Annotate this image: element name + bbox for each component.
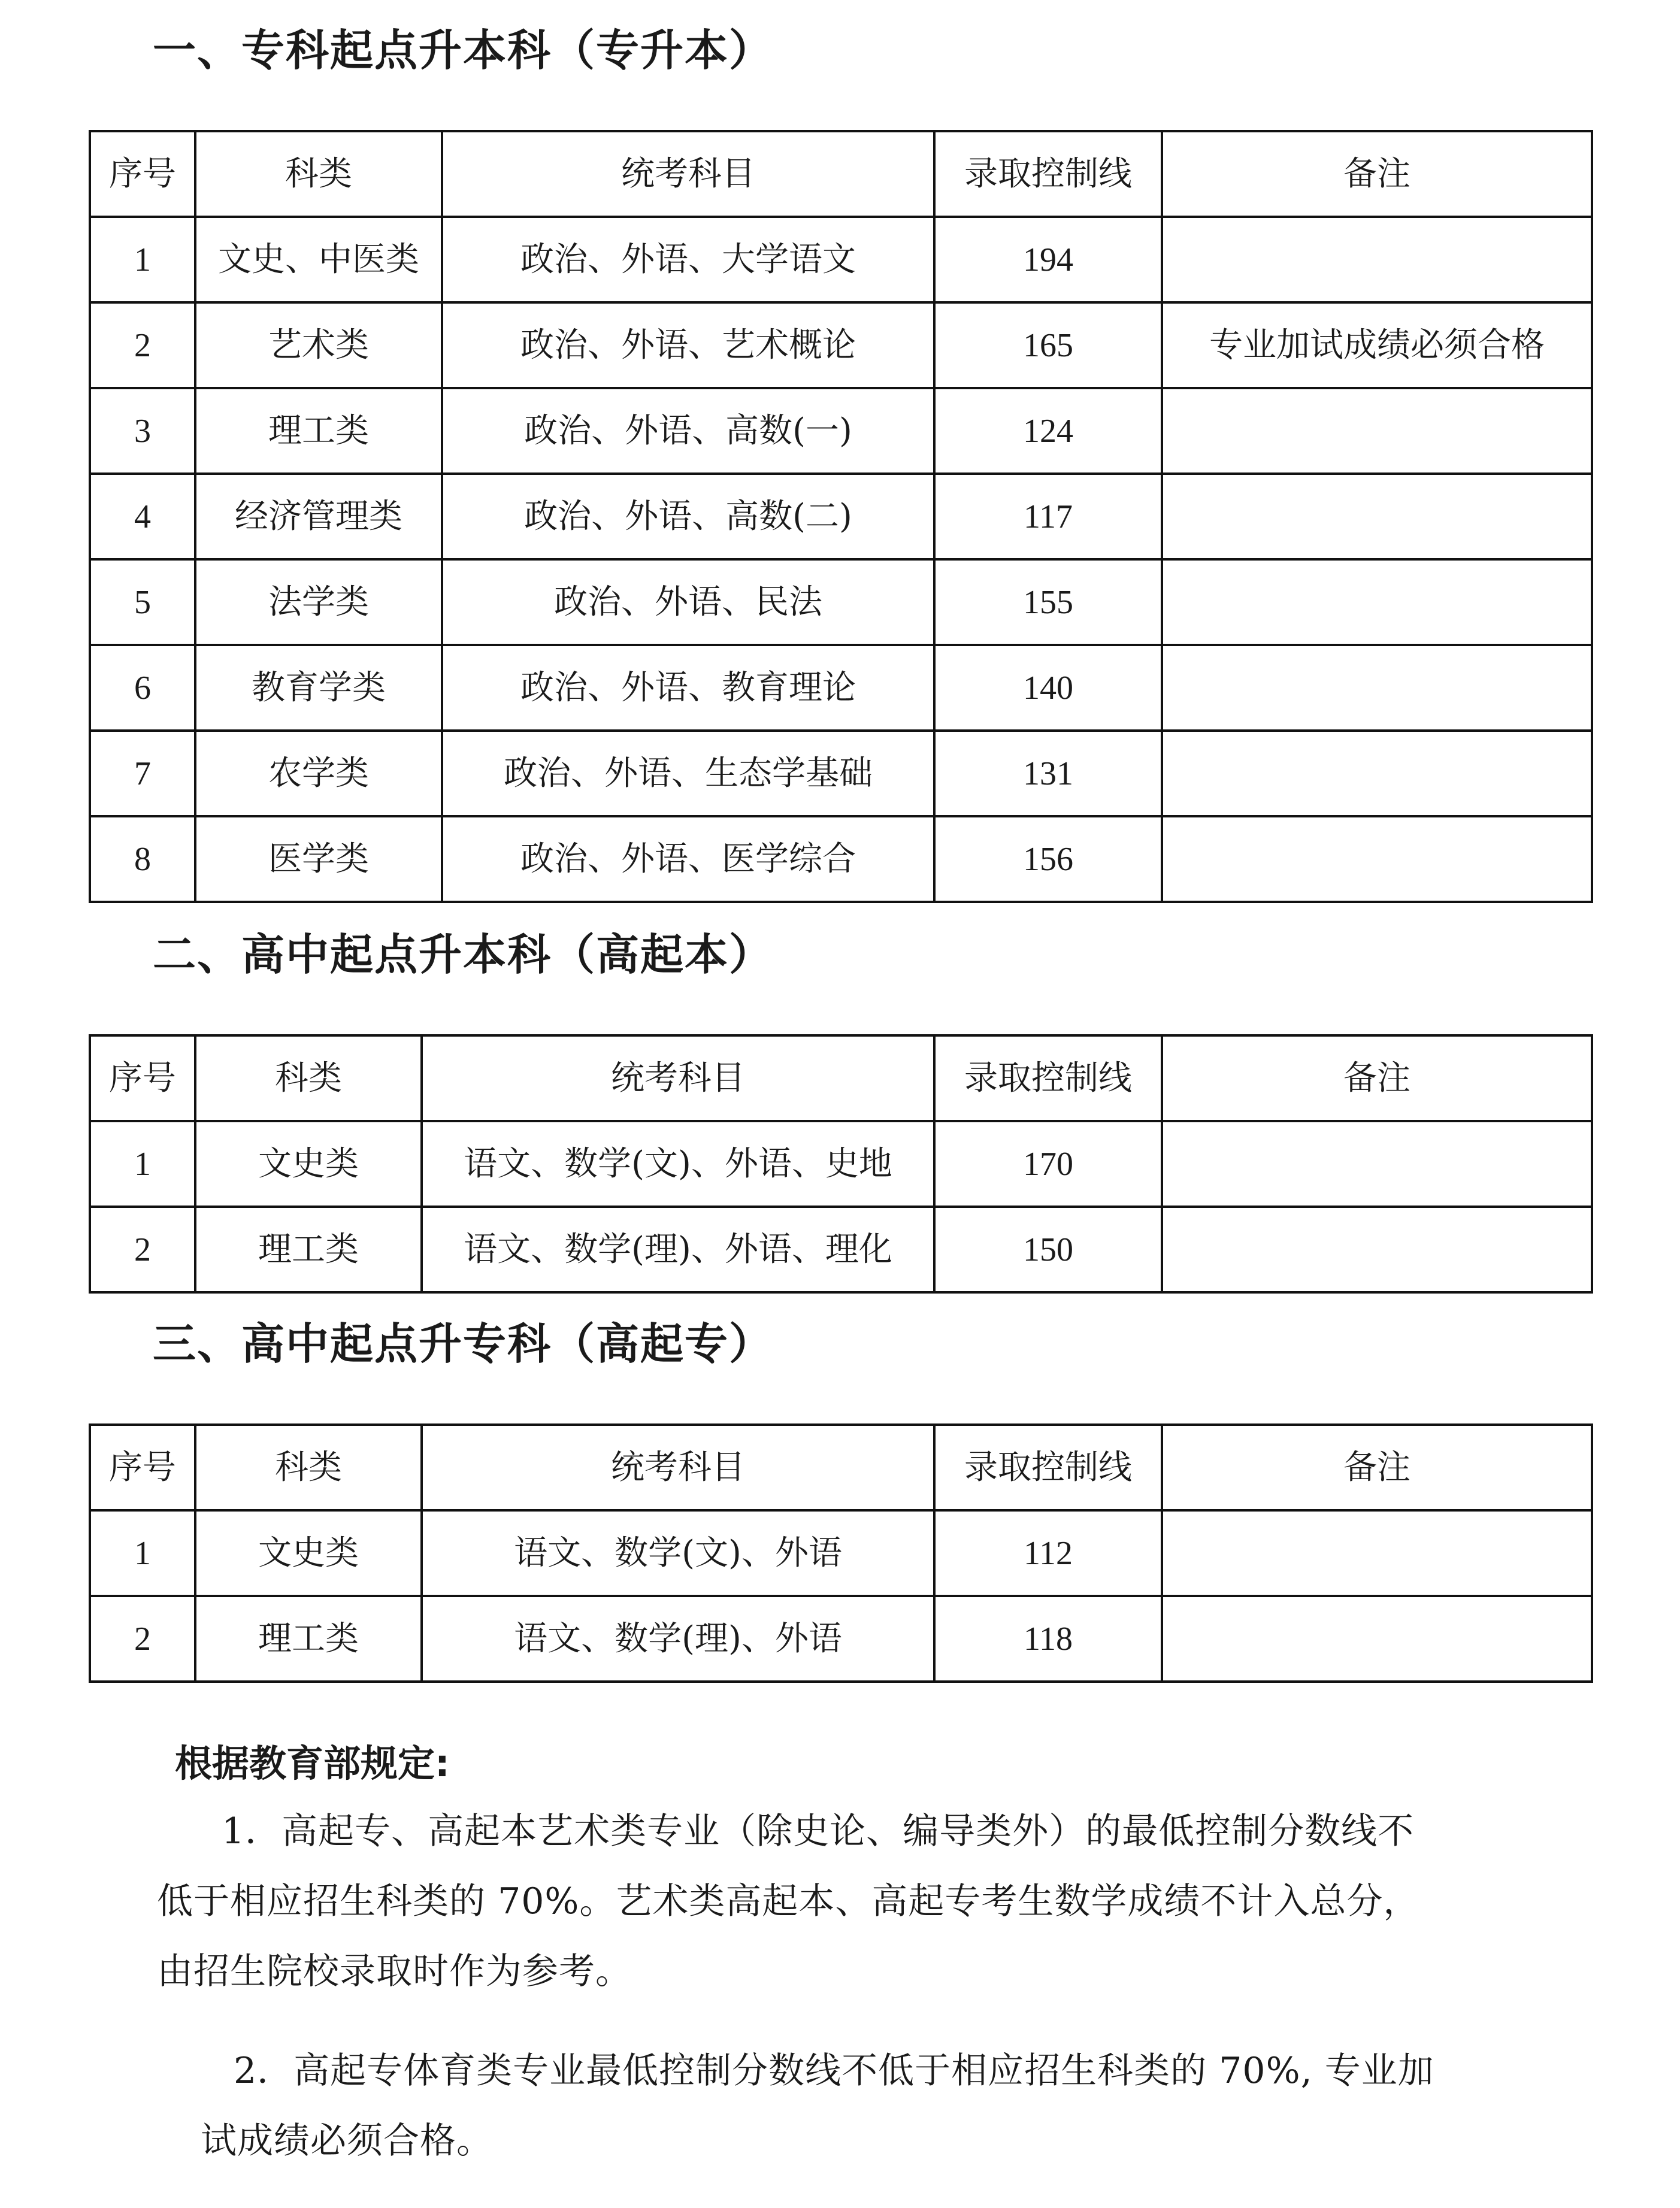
table-row — [90, 645, 1592, 731]
row-subjects: 政治、外语、教育理论 — [442, 645, 934, 731]
header-subjects: 统考科目 — [422, 1425, 934, 1510]
table-zhuanshengben — [89, 130, 1593, 903]
row-remarks — [1162, 1596, 1592, 1682]
table-header-row — [90, 1425, 1592, 1510]
row-index: 3 — [90, 388, 195, 474]
section-2-title: 二、高中起点升本科（高起本） — [153, 929, 774, 980]
table-gaoqiben — [89, 1034, 1593, 1294]
section-3-title: 三、高中起点升专科（高起专） — [153, 1319, 774, 1369]
note-1-line-3: 由招生院校录取时作为参考。 — [157, 1950, 632, 1992]
header-remarks: 备注 — [1162, 1425, 1592, 1510]
row-subjects: 语文、数学(理)、外语、理化 — [422, 1207, 934, 1292]
row-category: 理工类 — [195, 388, 442, 474]
note-1-line-2: 低于相应招生科类的 70%。艺术类高起本、高起专考生数学成绩不计入总分， — [157, 1880, 1420, 1922]
row-index: 2 — [90, 1596, 195, 1682]
table-row — [90, 1596, 1592, 1682]
row-cutoff: 124 — [934, 388, 1162, 474]
row-index: 6 — [90, 645, 195, 731]
row-category: 农学类 — [195, 731, 442, 816]
note-1-line-1: 1．高起专、高起本艺术类专业（除史论、编导类外）的最低控制分数线不 — [222, 1810, 1415, 1852]
row-remarks — [1162, 217, 1592, 302]
header-index: 序号 — [90, 1425, 195, 1510]
row-subjects: 政治、外语、生态学基础 — [442, 731, 934, 816]
row-remarks — [1162, 388, 1592, 474]
row-subjects: 语文、数学(文)、外语 — [422, 1510, 934, 1596]
notes-title: 根据教育部规定: — [175, 1741, 450, 1785]
row-category: 艺术类 — [195, 302, 442, 388]
row-category: 医学类 — [195, 816, 442, 902]
note-2-line-1: 2．高起专体育类专业最低控制分数线不低于相应招生科类的 70%, 专业加 — [234, 2050, 1434, 2092]
row-cutoff: 165 — [934, 302, 1162, 388]
row-cutoff: 140 — [934, 645, 1162, 731]
row-subjects: 政治、外语、高数(二) — [442, 474, 934, 559]
header-subjects: 统考科目 — [422, 1035, 934, 1121]
row-cutoff: 118 — [934, 1596, 1162, 1682]
header-category: 科类 — [195, 1035, 422, 1121]
row-remarks — [1162, 1121, 1592, 1207]
table-gaoqizhuan — [89, 1423, 1593, 1683]
row-subjects: 政治、外语、艺术概论 — [442, 302, 934, 388]
row-index: 7 — [90, 731, 195, 816]
row-subjects: 政治、外语、医学综合 — [442, 816, 934, 902]
row-cutoff: 117 — [934, 474, 1162, 559]
row-cutoff: 131 — [934, 731, 1162, 816]
row-cutoff: 112 — [934, 1510, 1162, 1596]
row-category: 经济管理类 — [195, 474, 442, 559]
row-category: 教育学类 — [195, 645, 442, 731]
row-index: 2 — [90, 302, 195, 388]
note-2-line-2: 试成绩必须合格。 — [201, 2120, 493, 2162]
header-category: 科类 — [195, 131, 442, 217]
row-remarks — [1162, 474, 1592, 559]
row-subjects: 语文、数学(理)、外语 — [422, 1596, 934, 1682]
row-category: 理工类 — [195, 1207, 422, 1292]
section-1-title: 一、专科起点升本科（专升本） — [153, 25, 774, 75]
table-row — [90, 474, 1592, 559]
row-remarks: 专业加试成绩必须合格 — [1162, 302, 1592, 388]
row-category: 法学类 — [195, 559, 442, 645]
header-cutoff: 录取控制线 — [934, 1035, 1162, 1121]
header-remarks: 备注 — [1162, 131, 1592, 217]
table-row — [90, 731, 1592, 816]
header-remarks: 备注 — [1162, 1035, 1592, 1121]
row-category: 理工类 — [195, 1596, 422, 1682]
header-cutoff: 录取控制线 — [934, 131, 1162, 217]
row-category: 文史类 — [195, 1510, 422, 1596]
row-remarks — [1162, 1207, 1592, 1292]
row-cutoff: 194 — [934, 217, 1162, 302]
header-subjects: 统考科目 — [442, 131, 934, 217]
row-index: 1 — [90, 1510, 195, 1596]
row-category: 文史类 — [195, 1121, 422, 1207]
row-cutoff: 150 — [934, 1207, 1162, 1292]
row-index: 1 — [90, 217, 195, 302]
header-index: 序号 — [90, 131, 195, 217]
row-remarks — [1162, 816, 1592, 902]
row-remarks — [1162, 731, 1592, 816]
row-remarks — [1162, 1510, 1592, 1596]
row-cutoff: 155 — [934, 559, 1162, 645]
table-row — [90, 388, 1592, 474]
row-cutoff: 170 — [934, 1121, 1162, 1207]
header-index: 序号 — [90, 1035, 195, 1121]
table-row — [90, 1207, 1592, 1292]
row-subjects: 语文、数学(文)、外语、史地 — [422, 1121, 934, 1207]
row-index: 2 — [90, 1207, 195, 1292]
row-index: 1 — [90, 1121, 195, 1207]
header-cutoff: 录取控制线 — [934, 1425, 1162, 1510]
row-index: 4 — [90, 474, 195, 559]
table-row — [90, 816, 1592, 902]
row-subjects: 政治、外语、大学语文 — [442, 217, 934, 302]
row-index: 5 — [90, 559, 195, 645]
row-remarks — [1162, 645, 1592, 731]
table-row — [90, 302, 1592, 388]
table-row — [90, 1510, 1592, 1596]
table-header-row — [90, 131, 1592, 217]
row-subjects: 政治、外语、民法 — [442, 559, 934, 645]
header-category: 科类 — [195, 1425, 422, 1510]
table-row — [90, 559, 1592, 645]
row-index: 8 — [90, 816, 195, 902]
table-header-row — [90, 1035, 1592, 1121]
row-remarks — [1162, 559, 1592, 645]
row-subjects: 政治、外语、高数(一) — [442, 388, 934, 474]
table-row — [90, 217, 1592, 302]
table-row — [90, 1121, 1592, 1207]
row-cutoff: 156 — [934, 816, 1162, 902]
row-category: 文史、中医类 — [195, 217, 442, 302]
